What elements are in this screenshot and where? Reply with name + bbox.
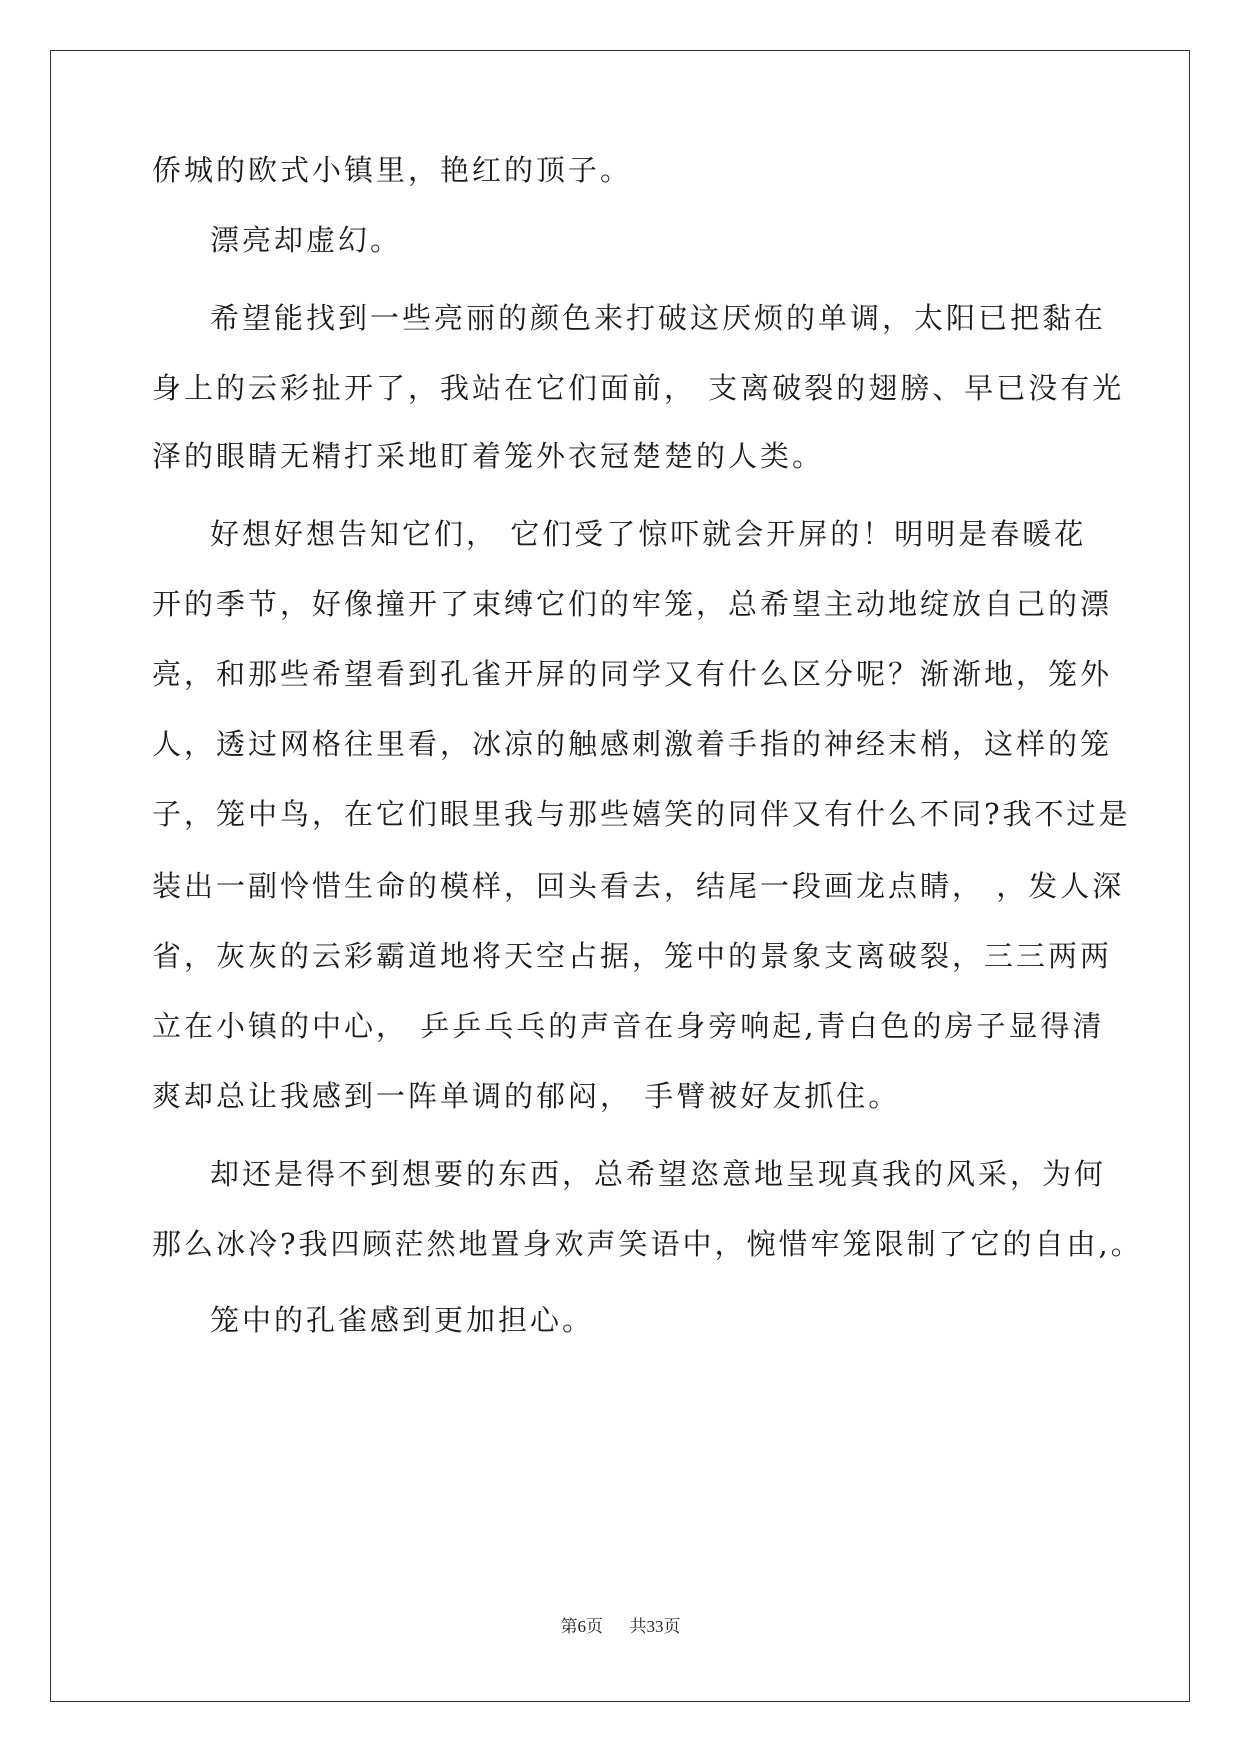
text-line: 侨城的欧式小镇里，艳红的顶子。: [152, 153, 633, 187]
text-line: 开的季节，好像撞开了束缚它们的牢笼，总希望主动地绽放自己的漂: [152, 587, 1113, 621]
text-line: 省，灰灰的云彩霸道地将天空占据，笼中的景象支离破裂，三三两两: [152, 939, 1113, 973]
page-footer: [0, 1612, 1241, 1637]
text-line: 身上的云彩扯开了，我站在它们面前， 支离破裂的翅膀、早已没有光: [152, 371, 1125, 405]
text-line: 亮，和那些希望看到孔雀开屏的同学又有什么区分呢？渐渐地，笼外: [152, 657, 1113, 691]
text-line: 人，透过网格往里看，冰凉的触感刺激着手指的神经末梢，这样的笼: [152, 727, 1113, 761]
text-line: 好想好想告知它们， 它们受了惊吓就会开屏的！明明是春暖花: [210, 517, 1087, 551]
text-line: 笼中的孔雀感到更加担心。: [210, 1303, 595, 1337]
text-line: 爽却总让我感到一阵单调的郁闷， 手臂被好友抓住。: [152, 1079, 901, 1113]
text-line: 那么冰冷?我四顾茫然地置身欢声笑语中，惋惜牢笼限制了它的自由,。: [152, 1227, 1143, 1261]
page-total: 共33页: [629, 1617, 681, 1636]
text-line: 装出一副怜惜生命的模样，回头看去，结尾一段画龙点睛， ，发人深: [152, 869, 1125, 903]
text-line: 却还是得不到想要的东西，总希望恣意地呈现真我的风采，为何: [210, 1157, 1107, 1191]
text-line: 漂亮却虚幻。: [210, 223, 403, 257]
text-line: 泽的眼睛无精打采地盯着笼外衣冠楚楚的人类。: [152, 439, 825, 473]
text-line: 立在小镇的中心， 乒乒乓乓的声音在身旁响起,青白色的房子显得清: [152, 1009, 1105, 1043]
text-line: 子，笼中鸟，在它们眼里我与那些嬉笑的同伴又有什么不同?我不过是: [152, 797, 1131, 831]
page-number: 第6页: [560, 1617, 603, 1636]
text-line: 希望能找到一些亮丽的颜色来打破这厌烦的单调，太阳已把黏在: [210, 301, 1107, 335]
